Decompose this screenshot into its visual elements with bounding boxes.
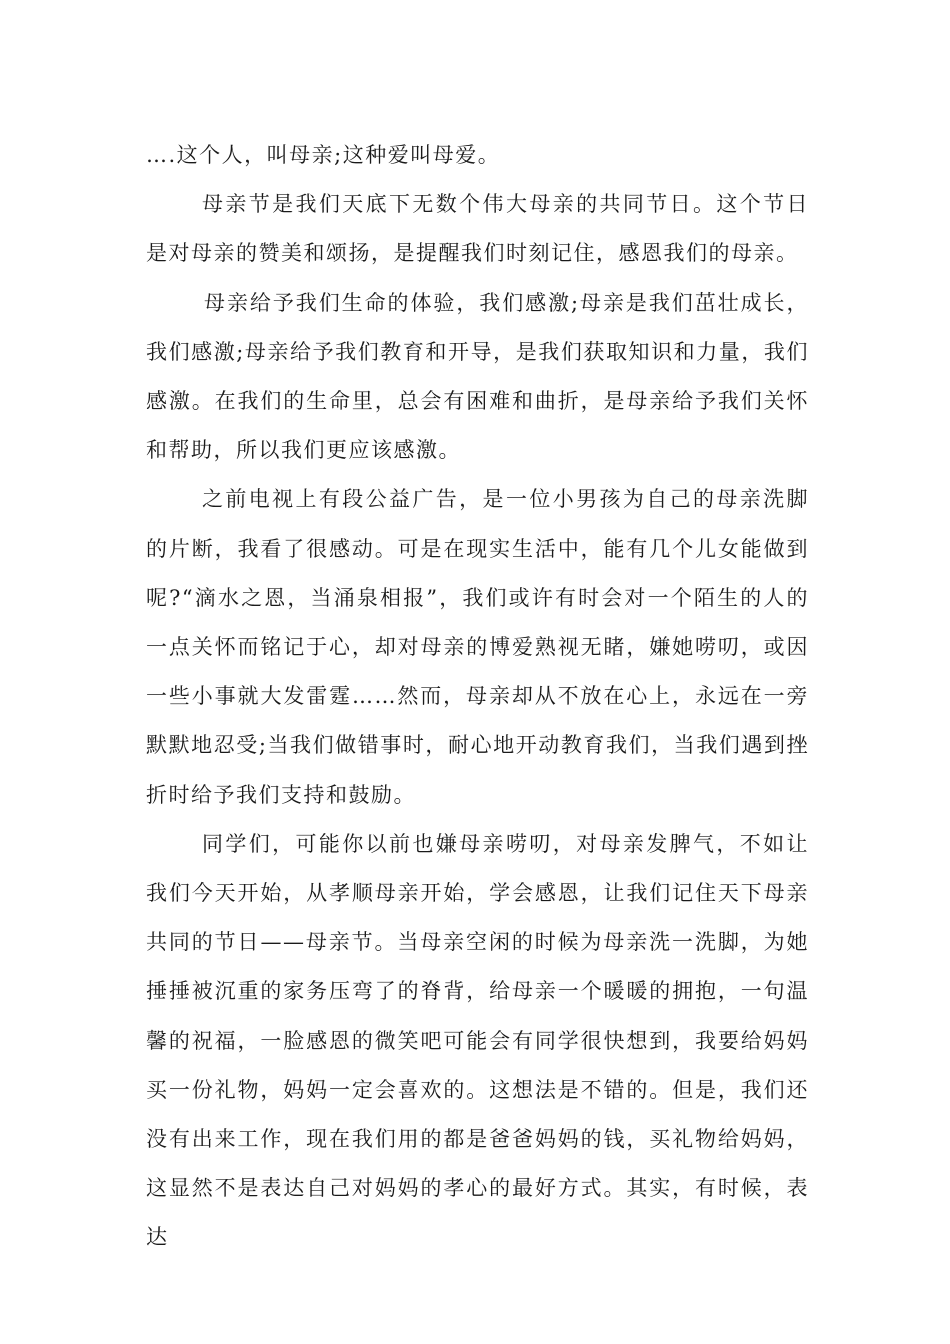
paragraph-2: 母亲节是我们天底下无数个伟大母亲的共同节日。这个节日是对母亲的赞美和颂扬，是提醒我们时刻记住，感恩我们的母亲。 bbox=[146, 192, 809, 266]
document-body bbox=[146, 131, 809, 1263]
paragraph-4: 之前电视上有段公益广告，是一位小男孩为自己的母亲洗脚的片断，我看了很感动。可是在现实生活中，能有几个儿女能做到呢?“滴水之恩，当涌泉相报”，我们或许有时会对一个陌生的人的一点关怀而铭记于心，却对母亲的博爱熟视无睹，嫌她唠叨，或因一些小事就大发雷霆……然而，母亲却从不放在心上，永远在一旁默默地忍受;当我们做错事时，耐心地开动教育我们，当我们遇到挫折时给予我们支持和鼓励。 bbox=[146, 487, 809, 807]
paragraph-1: ….这个人，叫母亲;这种爱叫母爱。 bbox=[146, 143, 501, 167]
paragraph-3: 母亲给予我们生命的体验，我们感激;母亲是我们茁壮成长，我们感激;母亲给予我们教育和开导，是我们获取知识和力量，我们感激。在我们的生命里，总会有困难和曲折，是母亲给予我们关怀和帮助，所以我们更应该感激。 bbox=[146, 290, 809, 463]
paragraph-5: 同学们，可能你以前也嫌母亲唠叨，对母亲发脾气，不如让我们今天开始，从孝顺母亲开始，学会感恩，让我们记住天下母亲共同的节日——母亲节。当母亲空闲的时候为母亲洗一洗脚，为她捶捶被沉重的家务压弯了的脊背，给母亲一个暖暖的拥抱，一句温馨的祝福，一脸感恩的微笑吧可能会有同学很快想到，我要给妈妈买一份礼物，妈妈一定会喜欢的。这想法是不错的。但是，我们还没有出来工作，现在我们用的都是爸爸妈妈的钱，买礼物给妈妈，这显然不是表达自己对妈妈的孝心的最好方式。其实，有时候，表达 bbox=[146, 831, 809, 1250]
